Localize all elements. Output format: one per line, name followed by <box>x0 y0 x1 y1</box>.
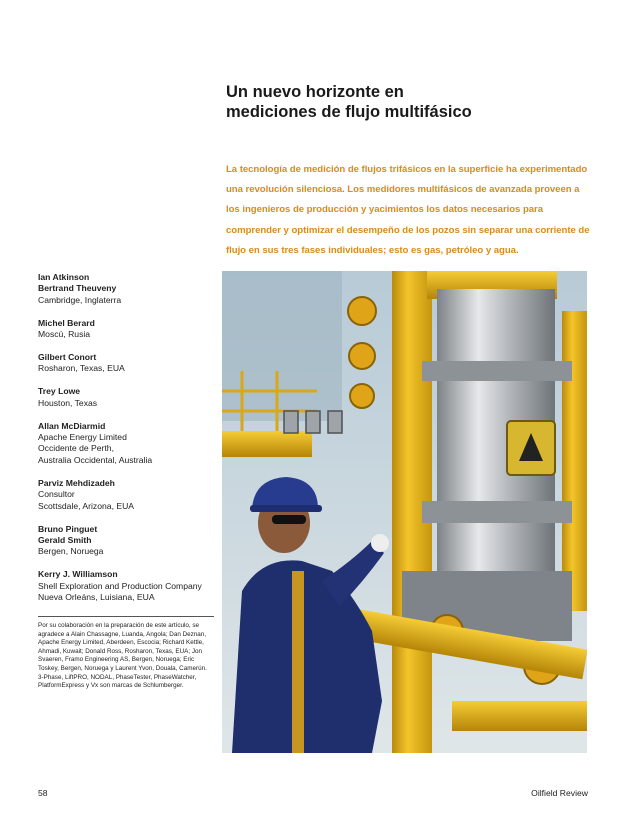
author-affiliation: Apache Energy Limited <box>38 432 127 443</box>
author-affiliation: Occidente de Perth, <box>38 443 114 454</box>
article-title <box>226 82 606 122</box>
author-name: Allan McDiarmid <box>38 420 106 431</box>
author-affiliation: Scottsdale, Arizona, EUA <box>38 500 135 511</box>
author-name: Gerald Smith <box>38 534 92 545</box>
author-group <box>38 272 220 306</box>
upper-left-yellow-pipe <box>222 431 312 457</box>
author-group <box>38 569 220 603</box>
article-photo <box>222 271 587 753</box>
author-affiliation: Shell Exploration and Production Company <box>38 580 202 591</box>
author-name: Gilbert Conort <box>38 352 97 363</box>
author-name: Kerry J. Williamson <box>38 569 118 580</box>
meter-flange-lower <box>422 501 572 523</box>
author-affiliation: Cambridge, Inglaterra <box>38 294 122 305</box>
meter-flange-upper <box>422 361 572 381</box>
author-affiliation: Moscú, Rusia <box>38 329 91 340</box>
author-affiliation: Rosharon, Texas, EUA <box>38 363 125 374</box>
author-name: Parviz Mehdizadeh <box>38 477 115 488</box>
author-group <box>38 386 220 409</box>
trademark-note: 3-Phase, LiftPRO, NODAL, PhaseTester, PhaseWatcher, PlatformExpress y Vx son marcas de Schlumberger. <box>38 673 197 690</box>
author-affiliation: Houston, Texas <box>38 397 98 408</box>
author-group <box>38 318 220 341</box>
author-name: Ian Atkinson <box>38 272 90 282</box>
author-group <box>38 524 220 558</box>
author-list <box>38 272 220 615</box>
structure-background <box>222 271 342 421</box>
author-name: Bruno Pinguet <box>38 523 98 534</box>
author-name: Trey Lowe <box>38 386 81 397</box>
instrument-gauges <box>284 411 342 433</box>
author-group <box>38 478 220 512</box>
author-affiliation: Consultor <box>38 489 75 500</box>
author-name: Bertrand Theuveny <box>38 283 117 294</box>
right-yellow-pipe <box>562 311 587 611</box>
author-group <box>38 352 220 375</box>
acknowledgements-footnote <box>38 622 216 691</box>
author-affiliation: Australia Occidental, Australia <box>38 454 153 465</box>
page-number: 58 <box>38 788 48 798</box>
multiphase-meter-photo-illustration <box>222 271 587 753</box>
author-group <box>38 421 220 467</box>
author-affiliation: Nueva Orleáns, Luisiana, EUA <box>38 592 155 603</box>
article-title-line-2: mediciones de flujo multifásico <box>226 103 472 121</box>
bottom-yellow-pipe <box>452 701 587 731</box>
author-name: Michel Berard <box>38 317 95 328</box>
collaboration-note: Por su colaboración en la preparación de este artículo, se agradece a Alain Chassagne, Luanda, Angola; Dan Deznan, Apache Energy Limited, Aberdeen, Escocia; Richard Kettle, Ahmadi, Kuwait; Donald Ross, Rosharon, Texas, EUA; Jon Svaeren, Framo Engineering AS, Bergen, Noruega; Eric Toskey, Bergen, Noruega y Laurent Yvon, Douala, Camerún. <box>38 622 207 672</box>
footnote-divider <box>38 616 214 617</box>
article-title-line-1: Un nuevo horizonte en <box>226 83 404 101</box>
article-intro: La tecnología de medición de flujos trifásicos en la superficie ha experimentado una revolución silenciosa. Los medidores multifásicos de avanzada proveen a los ingenieros de producción y yacimientos los datos necesarios para comprender y optimizar el desempeño de los pozos sin separar una corriente de flujo en sus tres fases individuales; esto es gas, petróleo y agua. <box>226 164 590 256</box>
author-affiliation: Bergen, Noruega <box>38 546 104 557</box>
journal-name: Oilfield Review <box>531 788 588 798</box>
